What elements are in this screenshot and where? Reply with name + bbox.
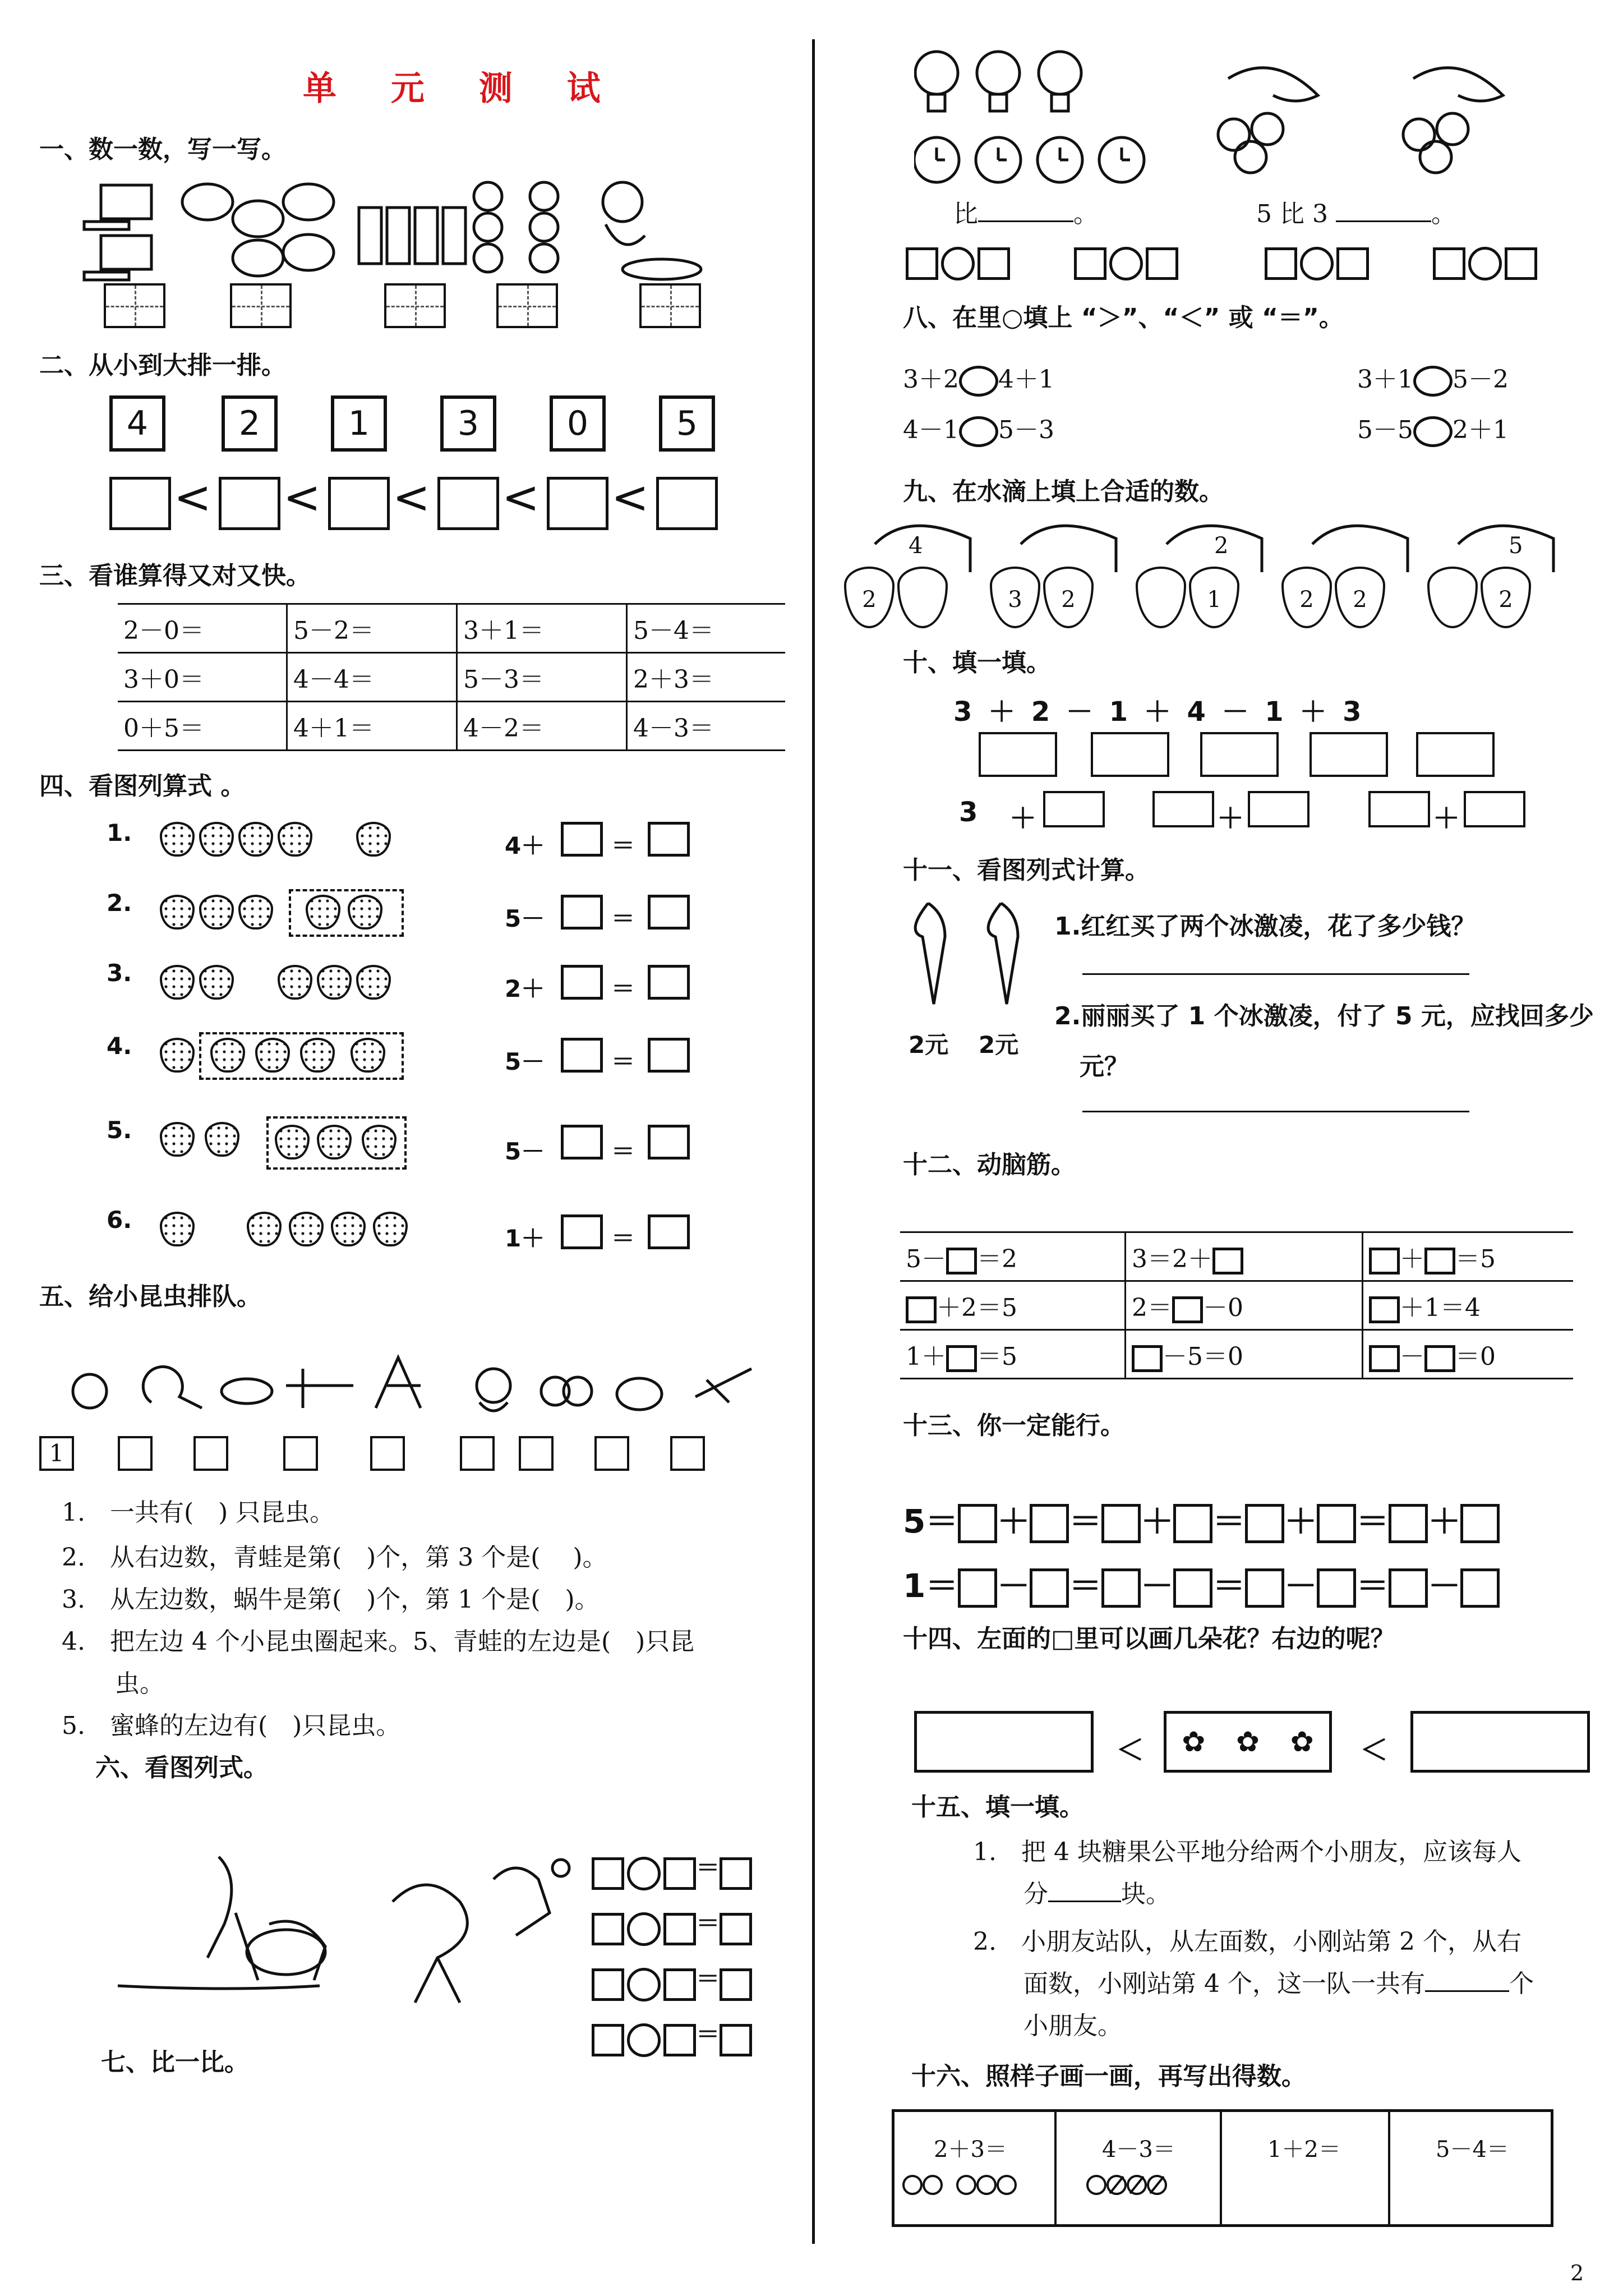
compare-expr (903, 359, 1054, 397)
page-number: 2 (1570, 2261, 1584, 2285)
answer-box[interactable] (561, 1214, 603, 1249)
chain-box[interactable] (1043, 791, 1105, 827)
answer-blank[interactable] (978, 220, 1073, 222)
s15-question-1: 1. 把 4 块糖果公平地分给两个小朋友，应该每人 (973, 1838, 1521, 1866)
strawberry-icon (160, 822, 195, 857)
s3-heading: 三、看谁算得又对又快。 (39, 562, 311, 590)
queue-box[interactable] (519, 1436, 554, 1471)
tap-number[interactable]: 5 (1509, 533, 1523, 559)
s5-question-4-cont: 虫。 (115, 1669, 164, 1698)
blank-square[interactable] (1101, 1504, 1141, 1543)
price-label: 2元 (909, 1031, 949, 1059)
answer-box-monkey[interactable] (639, 283, 701, 328)
equals-sign: ＝ (611, 1138, 635, 1165)
queue-box[interactable]: 1 (39, 1436, 74, 1471)
brain-cell: －5＝0 (1126, 1330, 1363, 1379)
blank-square[interactable] (1173, 1504, 1212, 1543)
number-card: 5 (659, 395, 715, 452)
compare-expr (903, 409, 1054, 447)
blank-square[interactable] (720, 1968, 752, 2001)
s5-question-4: 4. 把左边 4 个小昆虫圈起来。5、青蛙的左边是( )只昆 (62, 1627, 695, 1656)
equals-sign: ＝ (696, 1910, 720, 1937)
strawberry-icon (199, 965, 234, 1000)
blank-square[interactable] (592, 1913, 624, 1945)
s5-question-1: 1. 一共有( ) 只昆虫。 (62, 1498, 335, 1527)
ice-cream-icon (906, 898, 1040, 1027)
strawberry-icon (278, 822, 312, 857)
blank-square[interactable] (1172, 1296, 1203, 1323)
flower-icon: ✿ (1236, 1726, 1260, 1758)
s6-equation-rows (592, 1843, 752, 2065)
number-card: 2 (222, 395, 278, 452)
compare-expr (1357, 409, 1509, 447)
brain-table (900, 1231, 1573, 1379)
chain-box[interactable] (1248, 791, 1310, 827)
line-start: 5＝ (903, 1502, 958, 1540)
middle-flower-box (1164, 1711, 1332, 1773)
strawberry-icon (331, 1212, 366, 1246)
right-flower-box[interactable] (1410, 1711, 1590, 1773)
water-drop[interactable] (1427, 567, 1478, 628)
s12-heading: 十二、动脑筋。 (903, 1151, 1076, 1179)
blank-circle[interactable] (1413, 366, 1453, 397)
calc-cell[interactable]: 3＋1＝ (457, 604, 627, 653)
strawberry-icon (205, 1122, 239, 1157)
example-circles (900, 2171, 1214, 2199)
strawberry-icon (238, 822, 273, 857)
expr-left: 4－1 (903, 416, 959, 444)
chain-start: 3 (959, 797, 978, 828)
blank-circle[interactable] (627, 2023, 661, 2057)
s15-question-2-end: 小朋友。 (1023, 2012, 1122, 2040)
equation-operator: 5－ (505, 1138, 545, 1165)
water-drop[interactable]: 1 (1189, 567, 1239, 628)
compare-text: 5 比 3 (1256, 200, 1328, 228)
s5-question-5: 5. 蜜蜂的左边有( )只昆虫。 (62, 1711, 401, 1740)
blank-square[interactable] (663, 1913, 696, 1945)
brain-cell: 2＝ －0 (1126, 1281, 1363, 1330)
blank-square[interactable] (592, 2024, 624, 2056)
water-drop[interactable] (1136, 567, 1186, 628)
equals-sign: ＝ (611, 905, 635, 932)
blank-square[interactable] (720, 1857, 752, 1890)
draw-table (892, 2109, 1553, 2227)
item-number: 5. (107, 1116, 132, 1144)
answer-box[interactable] (648, 1214, 690, 1249)
blank-square[interactable] (1245, 1568, 1284, 1608)
chain-box[interactable] (1310, 732, 1388, 777)
chain-box[interactable] (1416, 732, 1495, 777)
blank-square[interactable] (1369, 1345, 1400, 1372)
s14-heading: 十四、左面的□里可以画几朵花？右边的呢？ (903, 1625, 1395, 1653)
answer-blank[interactable] (1048, 1901, 1121, 1902)
s2-heading: 二、从小到大排一排。 (39, 351, 286, 380)
calc-cell[interactable]: 4－4＝ (287, 653, 457, 702)
calc-cell[interactable]: 5－2＝ (287, 604, 457, 653)
bulb-vs-clock-text (953, 194, 1098, 229)
order-box[interactable] (437, 477, 499, 530)
blank-circle[interactable] (959, 416, 998, 447)
order-box[interactable] (328, 477, 390, 530)
less-than-sign: < (283, 471, 321, 523)
strawberry-icon (356, 822, 391, 857)
answer-box-lanterns[interactable] (230, 283, 292, 328)
line-start: 1＝ (903, 1567, 958, 1605)
water-drop[interactable] (897, 567, 948, 628)
blank-square[interactable] (1101, 1568, 1141, 1608)
blank-square[interactable] (720, 1913, 752, 1945)
s1-heading: 一、数一数，写一写。 (39, 135, 286, 164)
equation-row (592, 1843, 752, 1898)
order-box[interactable] (109, 477, 171, 530)
equation-operator: 1＋ (505, 1225, 545, 1252)
blank-square[interactable] (663, 2024, 696, 2056)
s9-heading: 九、在水滴上填上合适的数。 (903, 477, 1224, 506)
order-box[interactable] (656, 477, 718, 530)
blank-square[interactable] (592, 1857, 624, 1890)
answer-box[interactable] (561, 1125, 603, 1159)
item-number: 6. (107, 1206, 132, 1234)
number-card: 3 (440, 395, 496, 452)
equation-line-2: 1＝ － ＝ － ＝ － ＝ － (903, 1559, 1500, 1608)
s11-heading: 十一、看图列式计算。 (903, 856, 1150, 885)
blank-circle[interactable] (1300, 247, 1334, 280)
calc-cell[interactable]: 5－3＝ (457, 653, 627, 702)
s6-heading: 六、看图列式。 (95, 1754, 268, 1782)
calc-cell[interactable]: 3＋0＝ (118, 653, 287, 702)
blank-square[interactable] (1317, 1568, 1356, 1608)
blank-square[interactable] (1132, 1345, 1163, 1372)
chain-expression: 3 ＋ 2 － 1 ＋ 4 － 1 ＋ 3 (953, 696, 1365, 728)
answer-box[interactable] (648, 1038, 690, 1073)
answer-box[interactable] (561, 895, 603, 930)
equation-row (592, 2009, 752, 2065)
answer-box[interactable] (648, 822, 690, 857)
blank-square[interactable] (958, 1504, 997, 1543)
answer-line[interactable] (1082, 973, 1469, 975)
calc-cell[interactable]: 2－0＝ (118, 604, 287, 653)
flower-icon: ✿ (1182, 1726, 1206, 1758)
answer-box[interactable] (648, 965, 690, 1000)
number-card: 1 (331, 395, 387, 452)
blank-square[interactable] (592, 1968, 624, 2001)
strawberry-icon (160, 1212, 195, 1246)
blank-circle[interactable] (1109, 247, 1143, 280)
blank-circle[interactable] (1468, 247, 1502, 280)
equation-row (592, 1898, 752, 1954)
brain-cell: － ＝0 (1363, 1330, 1574, 1379)
expr-left: 3＋1 (1357, 365, 1413, 394)
blank-square[interactable] (1460, 1568, 1500, 1608)
s15-question-2: 2. 小朋友站队，从左面数，小刚站第 2 个，从右 (973, 1927, 1521, 1956)
expr-right: 5－3 (998, 416, 1054, 444)
s13-heading: 十三、你一定能行。 (903, 1411, 1125, 1440)
blank-square[interactable] (1265, 247, 1297, 280)
blank-square[interactable] (1389, 1568, 1428, 1608)
blank-square[interactable] (1146, 247, 1178, 280)
s5-question-2: 2. 从右边数，青蛙是第( )个，第 3 个是( )。 (62, 1543, 607, 1572)
s15-question-1-cont: 分 块。 (1023, 1880, 1170, 1908)
blank-square[interactable] (1505, 247, 1537, 280)
equation-operator: 5－ (505, 1048, 545, 1075)
water-drop[interactable]: 2 (1335, 567, 1385, 628)
less-than-sign: < (611, 471, 649, 523)
answer-box-bears[interactable] (496, 283, 558, 328)
less-than-sign: < (174, 471, 212, 523)
strawberry-icon (278, 965, 312, 1000)
draw-cell-expr[interactable]: 2＋3＝ (934, 2137, 1007, 2162)
tap-number[interactable]: 4 (909, 533, 923, 559)
equation-operator: 4＋ (505, 832, 545, 859)
counting-pictures (39, 174, 723, 286)
cell-divider (1220, 2109, 1222, 2227)
brain-cell: 1＋ ＝5 (900, 1330, 1126, 1379)
brain-cell: ＋2＝5 (900, 1281, 1126, 1330)
blank-square[interactable] (1030, 1568, 1069, 1608)
equation-operator: 5－ (505, 905, 545, 932)
blank-circle[interactable] (627, 1968, 661, 2001)
compare-shapes-3 (1265, 247, 1369, 280)
s11-question-1: 1.红红买了两个冰激凌，花了多少钱？ (1054, 912, 1476, 941)
queue-box[interactable] (670, 1436, 705, 1471)
chain-box[interactable] (1091, 732, 1169, 777)
compare-expr (1357, 359, 1509, 397)
answer-box-candles[interactable] (384, 283, 446, 328)
brain-cell: 3＝2＋ (1126, 1232, 1363, 1281)
blank-square[interactable] (663, 1857, 696, 1890)
blank-square[interactable] (1369, 1248, 1400, 1274)
equals-sign: ＝ (696, 1854, 720, 1881)
tap-number[interactable]: 2 (1214, 533, 1229, 559)
item-number: 2. (107, 889, 132, 917)
item-number: 4. (107, 1032, 132, 1060)
equals-sign: ＝ (611, 1225, 635, 1252)
calc-cell[interactable]: 4－3＝ (627, 702, 786, 751)
expr-right: 5－2 (1453, 365, 1509, 394)
blank-circle[interactable] (627, 1912, 661, 1946)
draw-cell-expr[interactable]: 5－4＝ (1436, 2137, 1509, 2162)
calc-cell[interactable]: 5－4＝ (627, 604, 786, 653)
less-than-sign: < (502, 471, 540, 523)
blank-square[interactable] (1460, 1504, 1500, 1543)
answer-blank[interactable] (1336, 220, 1431, 222)
item-number: 1. (107, 819, 132, 846)
less-than-sign: ＜ (1116, 1734, 1144, 1766)
blank-square[interactable] (1336, 247, 1369, 280)
strawberry-icon (199, 895, 234, 930)
s8-heading: 八、在里○填上 “＞”、“＜” 或 “＝”。 (903, 303, 1344, 332)
equals-sign: ＝ (611, 832, 635, 859)
blank-square[interactable] (946, 1248, 977, 1274)
bulbs-clocks-grapes (914, 45, 1598, 213)
blank-square[interactable] (978, 247, 1010, 280)
blank-square[interactable] (720, 2024, 752, 2056)
equals-sign: ＝ (611, 1048, 635, 1075)
blank-square[interactable] (1389, 1504, 1428, 1543)
water-drop[interactable]: 2 (844, 567, 895, 628)
s15-question-2-cont: 面数，小刚站第 4 个，这一队一共有 个 (1023, 1970, 1534, 1998)
strawberry-icon (373, 1212, 408, 1246)
equation-operator: 2＋ (505, 975, 545, 1002)
blank-square[interactable] (1317, 1504, 1356, 1543)
blank-square[interactable] (1424, 1248, 1455, 1274)
calc-cell[interactable]: 4＋1＝ (287, 702, 457, 751)
strawberry-icon (238, 895, 273, 930)
water-drop[interactable]: 2 (1281, 567, 1332, 628)
blank-square[interactable] (1074, 247, 1106, 280)
plus-sign: ＋ (1433, 803, 1460, 834)
number-card: 0 (550, 395, 606, 452)
plus-sign: ＋ (1009, 803, 1037, 834)
order-box[interactable] (547, 477, 608, 530)
number-card: 4 (109, 395, 165, 452)
s15-heading: 十五、填一填。 (911, 1793, 1084, 1821)
order-box[interactable] (219, 477, 280, 530)
queue-box[interactable] (460, 1436, 495, 1471)
brain-cell: ＋1＝4 (1363, 1281, 1574, 1330)
water-drop[interactable]: 2 (1481, 567, 1531, 628)
draw-cell-expr[interactable]: 1＋2＝ (1267, 2137, 1341, 2162)
strawberry-icon (199, 822, 234, 857)
s4-heading: 四、看图列算式 。 (39, 772, 246, 800)
cell-divider (1388, 2109, 1390, 2227)
chain-box[interactable] (979, 732, 1057, 777)
answer-box[interactable] (648, 1125, 690, 1159)
answer-line[interactable] (1082, 1111, 1469, 1112)
page-title: 单 元 测 试 (303, 69, 622, 108)
equals-sign: ＝ (696, 2021, 720, 2048)
strawberry-icon (160, 1122, 195, 1157)
blank-square[interactable] (1369, 1296, 1400, 1323)
calc-table (118, 603, 785, 751)
s5-heading: 五、给小昆虫排队。 (39, 1282, 261, 1311)
blank-square[interactable] (906, 1296, 937, 1323)
plus-sign: ＋ (1217, 803, 1244, 834)
cell-divider (1054, 2109, 1057, 2227)
blank-square[interactable] (663, 1968, 696, 2001)
brain-cell: ＋ ＝5 (1363, 1232, 1574, 1281)
queue-box[interactable] (283, 1436, 318, 1471)
s11-question-2-cont: 元？ (1080, 1052, 1129, 1081)
blank-square[interactable] (1245, 1504, 1284, 1543)
answer-box[interactable] (561, 1038, 603, 1073)
compare-shapes-4 (1433, 247, 1537, 280)
deer-illustration (101, 1846, 583, 2008)
s10-heading: 十、填一填。 (903, 648, 1051, 677)
strawberry-icon (160, 895, 195, 930)
s7-heading: 七、比一比。 (101, 2048, 249, 2077)
equals-sign: ＝ (696, 1965, 720, 1993)
left-flower-box[interactable] (914, 1711, 1094, 1773)
blank-circle[interactable] (959, 366, 998, 397)
period: 。 (1073, 200, 1098, 228)
equals-sign: ＝ (611, 975, 635, 1002)
insect-row (62, 1352, 768, 1425)
calc-cell[interactable]: 4－2＝ (457, 702, 627, 751)
s16-heading: 十六、照样子画一画，再写出得数。 (911, 2062, 1306, 2091)
compare-shapes-1 (906, 247, 1010, 280)
expr-left: 5－5 (1357, 416, 1413, 444)
blank-square[interactable] (1433, 247, 1465, 280)
equation-row (592, 1954, 752, 2009)
blank-square[interactable] (1173, 1568, 1212, 1608)
blank-square[interactable] (1030, 1504, 1069, 1543)
answer-box-computers[interactable] (104, 283, 165, 328)
queue-box[interactable] (370, 1436, 405, 1471)
chain-box[interactable] (1200, 732, 1279, 777)
column-divider (812, 39, 815, 2244)
five-vs-three-text (1256, 194, 1456, 229)
expr-right: 2＋1 (1453, 416, 1509, 444)
strawberry-icon (247, 1212, 282, 1246)
s11-question-2: 2.丽丽买了 1 个冰激凌，付了 5 元，应找回多少 (1054, 1002, 1594, 1030)
water-drop[interactable]: 3 (990, 567, 1040, 628)
answer-box[interactable] (561, 822, 603, 857)
strawberry-icon (356, 965, 391, 1000)
price-label: 2元 (979, 1031, 1019, 1059)
less-than-sign: < (393, 471, 431, 523)
strawberry-icon (317, 965, 352, 1000)
queue-box[interactable] (193, 1436, 228, 1471)
compare-word: 比 (953, 200, 978, 228)
calc-cell[interactable]: 0＋5＝ (118, 702, 287, 751)
s5-question-3: 3. 从左边数，蜗牛是第( )个，第 1 个是( )。 (62, 1585, 600, 1614)
answer-blank[interactable] (1425, 1990, 1509, 1992)
water-drop[interactable]: 2 (1043, 567, 1094, 628)
strawberry-icon (160, 965, 195, 1000)
blank-square[interactable] (1212, 1248, 1243, 1274)
calc-cell[interactable]: 2＋3＝ (627, 653, 786, 702)
blank-circle[interactable] (1413, 416, 1453, 447)
blank-square[interactable] (906, 247, 938, 280)
faucet-icons (869, 510, 1598, 578)
brain-cell: 5－ ＝2 (900, 1232, 1126, 1281)
compare-shapes-2 (1074, 247, 1178, 280)
strawberry-icon (160, 1038, 195, 1073)
blank-circle[interactable] (627, 1857, 661, 1890)
flower-icon: ✿ (1290, 1726, 1314, 1758)
item-number: 3. (107, 959, 132, 987)
blank-square[interactable] (958, 1568, 997, 1608)
answer-box[interactable] (648, 895, 690, 930)
blank-square[interactable] (1424, 1345, 1455, 1372)
chain-box[interactable] (1152, 791, 1214, 827)
chain-box[interactable] (1464, 791, 1525, 827)
equation-line-1: 5＝ ＋ ＝ ＋ ＝ ＋ ＝ ＋ (903, 1495, 1500, 1543)
blank-circle[interactable] (941, 247, 975, 280)
strawberry-icon (289, 1212, 324, 1246)
draw-cell-expr[interactable]: 4－3＝ (1102, 2137, 1175, 2162)
expr-right: 4＋1 (998, 365, 1054, 394)
queue-box[interactable] (118, 1436, 153, 1471)
blank-square[interactable] (946, 1345, 977, 1372)
less-than-sign: ＜ (1360, 1734, 1388, 1766)
expr-left: 3＋2 (903, 365, 959, 394)
chain-box[interactable] (1368, 791, 1430, 827)
period: 。 (1431, 200, 1456, 228)
answer-box[interactable] (561, 965, 603, 1000)
queue-box[interactable] (594, 1436, 629, 1471)
